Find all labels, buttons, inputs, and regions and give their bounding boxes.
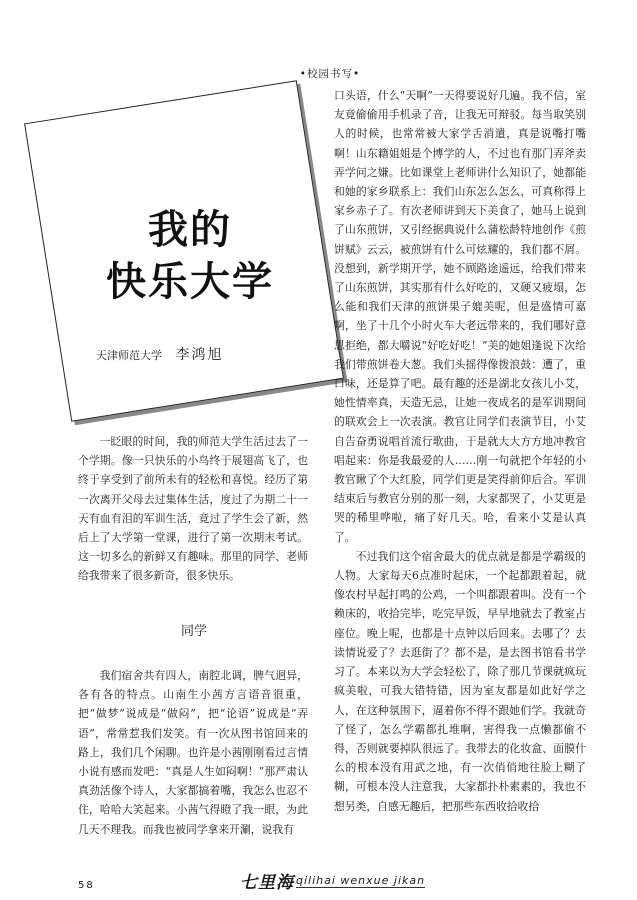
page-number: 58 xyxy=(78,880,95,891)
left-body-block xyxy=(78,666,308,839)
byline xyxy=(96,344,316,364)
section-tag: •校园书写• xyxy=(299,68,361,80)
magazine-logo: 七里海 xyxy=(240,873,294,893)
article-title-line-2: 快乐大学 xyxy=(106,259,274,305)
author-affiliation: 天津师范大学 xyxy=(96,349,162,362)
right-body-block xyxy=(334,86,586,816)
body-paragraph-right-1: 口头语，什么“天啊”一天得要说好几遍。我不信，室友竟偷偷用手机录了音，让我无可辩驳。每当取笑别人的时候，也常常被大家学舌消遣，真是说嘴打嘴啊！山东籍姐姐是个博学的人，不过也有那门弄斧卖弄学问之嫌。比如课堂上老师讲什么知识了，她都能和她的家乡联系上：我们山东怎么怎么，可真称得上家乡赤子了。有次老师讲到天下美食了，她马上说到了山东煎饼，又引经据典说什么蒲松龄特地创作《煎饼赋》云云，被煎饼有什么可炫耀的，我们都不屑。没想到，新学期开学，她不顾路途遥远，给我们带来了山东煎饼，其实那有什么好吃的，又硬又疲塌，怎么能和我们天津的煎饼果子媲美呢，但是盛情可嘉啊，坐了十几个小时火车大老远带来的，我们哪好意思拒绝，都大嚼说“好吃好吃！”美的她姐逢说下次给我们带煎饼卷大葱。我们头摇得像拨浪鼓：遭了，重口味，还是算了吧。最有趣的还是湖北女孩儿小艾，她性情率真，天造无忌，让她一夜成名的是军训期间的联欢会上一次表演。教官让同学们表演节目，小艾自告奋勇说唱首流行歌曲，于是就大大方方地冲教官唱起来：你是我最爱的人……刚一句就把个年轻的小教官瞅了个大红脸，同学们更是笑得前仰后合。军训结束后与教官分别的那一刻，大家都哭了，小艾更是哭的稀里哗啦，痛了好几天。哈，看来小艾是认真了。 xyxy=(334,89,586,544)
intro-paragraph-block xyxy=(78,432,308,586)
author-name: 李鸿旭 xyxy=(175,347,224,363)
intro-paragraph: 一眨眼的时间，我的师范大学生活过去了一个学期。像一只快乐的小鸟终于展翅高飞了，也终于享受到了前所未有的轻松和喜悦。经历了第一次离开父母去过集体生活，度过了为期二十一天有血有泪的军训生活，竟过了学生会了新，然后上了大学第一堂课，进行了第一次期末考试。这一切多么的新鲜又有趣味。那里的同学、老师给我带来了很多新奇，很多快乐。 xyxy=(78,435,308,583)
section-heading: 同学 xyxy=(180,624,207,639)
body-paragraph-left: 我们宿舍共有四人，南腔北调，脾气迥异，各有各的特点。山南生小茜方言语音很重，把“做梦”说成是“做闷”，把“论语”说成是“弄语”，常常惹我们发笑。有一次从图书馆回来的路上，我们几个闲聊。也许是小茜刚刚看过言情小说有感而发吧：“真是人生如闷啊！”那严肃认真劲活像个诗人，大家都搞着嘴，我怎么也忍不住，哈哈大笑起来。小茜气得瞪了我一眼，为此几天不理我。而我也被同学拿来开涮，说我有 xyxy=(78,669,308,836)
magazine-pinyin: qilihai wenxue jikan xyxy=(296,874,426,887)
article-title-line-1: 我的 xyxy=(148,207,232,253)
body-paragraph-right-2: 不过我们这个宿舍最大的优点就是都是学霸级的人物。大家每天6点准时起床，一个起都跟着起，就像农村早起打鸣的公鸡，一个叫都跟着叫。没有一个赖床的，收拾完毕，吃完早饭，早早地就去了教室占座位。晚上呢，也都是十点钟以后回来。去哪了？去读情说爱了？去逛街了？都不是，是去图书馆看书学习了。本来以为大学会轻松了，除了那几节课就疯玩疯美啦，可我大错特错，因为室友都是如此好学之人，在这种氛围下，逼着你不得不跟她们学。我就奇了怪了，怎么学霸都扎堆啊，害得我一点懒都偷不得，否则就要掉队很远了。我带去的化妆盒、面膜什么的根本没有用武之地，有一次俏俏地往脸上糊了糊，可根本没人注意我，大家都扑朴素素的，我也不想另类，自感无趣后，把那些东西收拾收拾 xyxy=(334,549,586,813)
